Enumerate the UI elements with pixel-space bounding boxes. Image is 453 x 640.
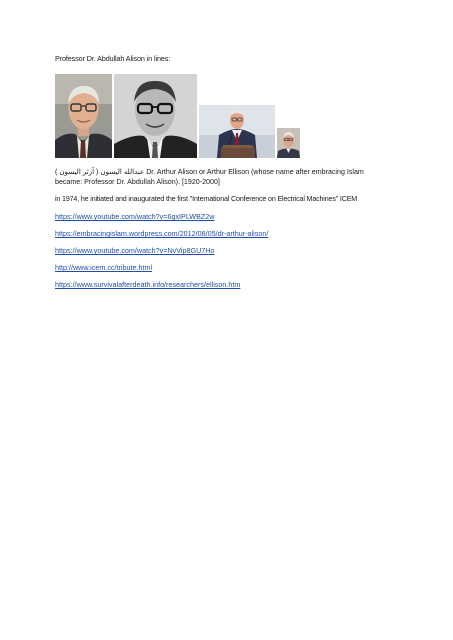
portrait-photo-4 bbox=[277, 128, 300, 158]
intro-text-1: Dr. Arthur Alison or Arthur Ellison (whose name after embracing Islam bbox=[146, 168, 364, 176]
arabic-name: عبدالله اليسون ( آرثر اليسون ) bbox=[55, 168, 145, 176]
intro-line-2: became: Professor Dr. Abdullah Alison). [1920-2000] bbox=[55, 178, 220, 186]
link-embracing-islam[interactable]: https://embracingislam.wordpress.com/2012/08/05/dr-arthur-alison/ bbox=[55, 229, 269, 238]
conference-line: in 1974, he initiated and inaugurated the first "International Conference on Electrical Machines" ICEM bbox=[55, 195, 358, 203]
portrait-photo-3 bbox=[199, 105, 275, 158]
link-youtube-1[interactable]: https://www.youtube.com/watch?v=6gxIPLWBZ2w bbox=[55, 212, 215, 221]
link-survival-after-death[interactable]: https://www.survivalafterdeath.info/researchers/ellison.htm bbox=[55, 280, 241, 289]
link-icem-tribute[interactable]: http://www.icem.cc/tribute.html bbox=[55, 263, 153, 272]
portrait-photo-1 bbox=[55, 74, 112, 158]
page-heading: Professor Dr. Abdullah Alison in lines: bbox=[55, 54, 171, 63]
intro-line-1 bbox=[55, 167, 364, 176]
portrait-photo-2 bbox=[114, 74, 197, 158]
link-youtube-2[interactable]: https://www.youtube.com/watch?v=NvVip8GU7Ho bbox=[55, 246, 215, 255]
